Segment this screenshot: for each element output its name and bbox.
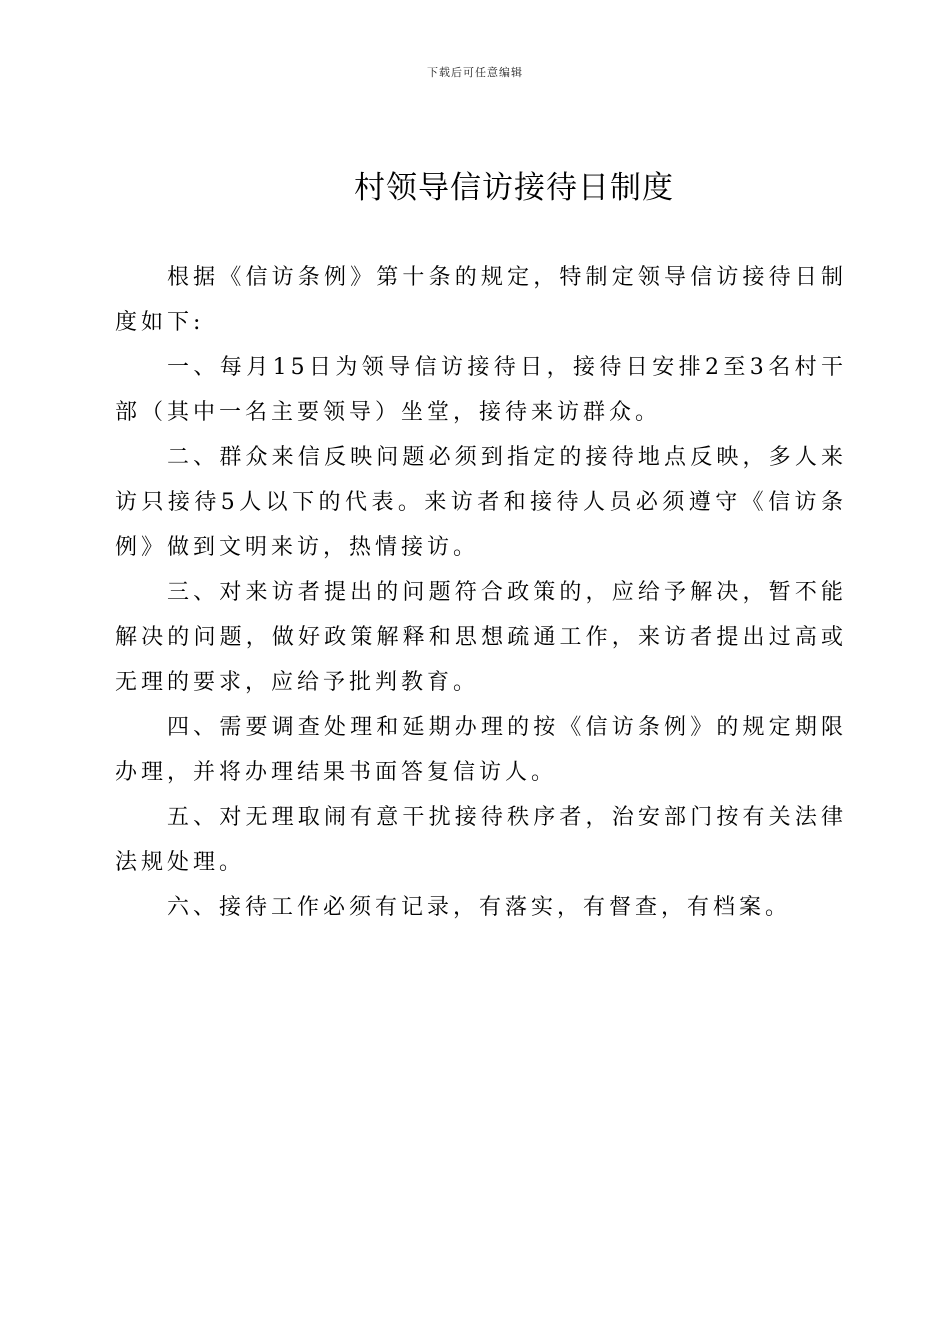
paragraph-item-3: 三、对来访者提出的问题符合政策的，应给予解决，暂不能解决的问题，做好政策解释和思想疏通工作，来访者提出过高或无理的要求，应给予批判教育。: [115, 580, 847, 695]
paragraph-item-4: 四、需要调查处理和延期办理的按《信访条例》的规定期限办理，并将办理结果书面答复信访人。: [115, 715, 847, 785]
paragraph-item-1: 一、每月15日为领导信访接待日，接待日安排2至3名村干部（其中一名主要领导）坐堂，接待来访群众。: [115, 355, 847, 425]
document-title: 村领导信访接待日制度: [354, 170, 674, 206]
document-body: [115, 255, 847, 930]
page-header-note: 下载后可任意编辑: [427, 66, 523, 79]
paragraph-intro: 根据《信访条例》第十条的规定，特制定领导信访接待日制度如下:: [115, 265, 847, 335]
paragraph-item-5: 五、对无理取闹有意干扰接待秩序者，治安部门按有关法律法规处理。: [115, 805, 847, 875]
paragraph-item-6: 六、接待工作必须有记录，有落实，有督查，有档案。: [167, 895, 792, 920]
paragraph-item-2: 二、群众来信反映问题必须到指定的接待地点反映，多人来访只接待5人以下的代表。来访者和接待人员必须遵守《信访条例》做到文明来访，热情接访。: [115, 445, 847, 560]
